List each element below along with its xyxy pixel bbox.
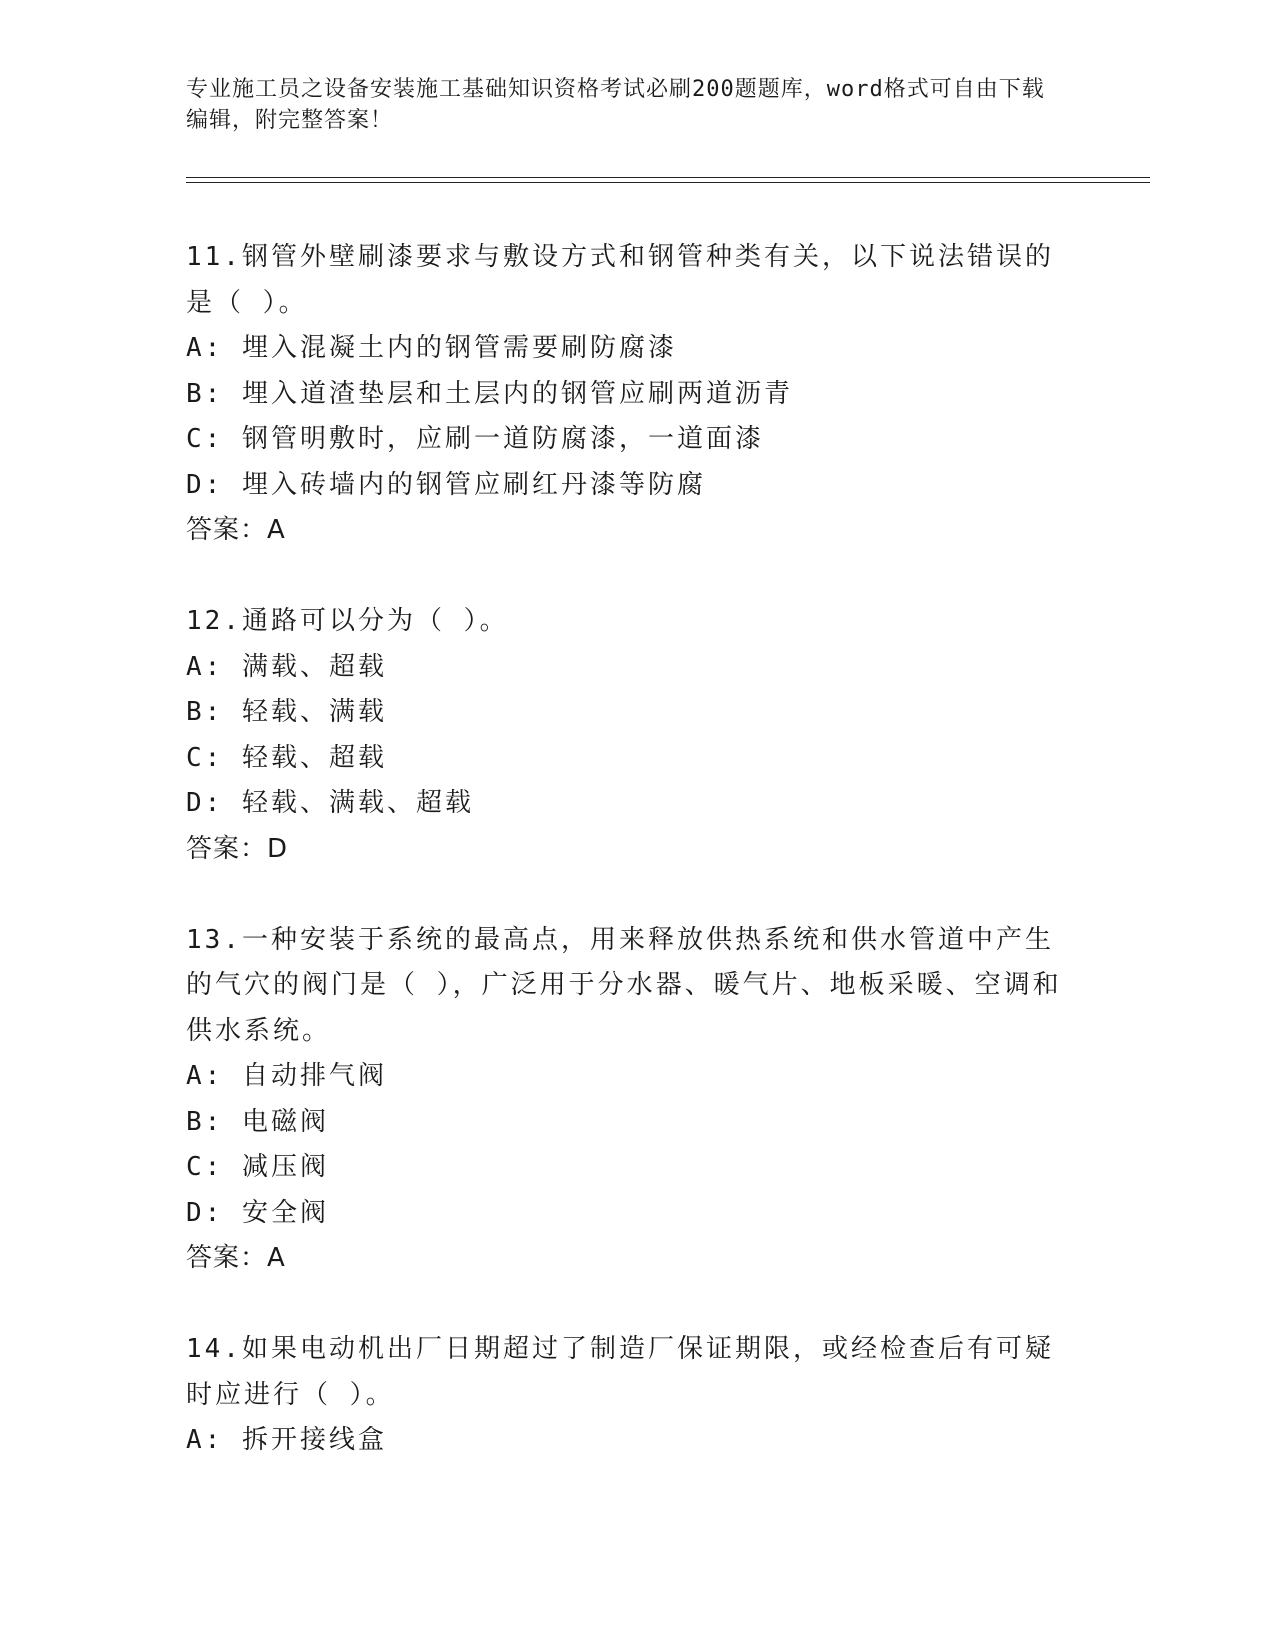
spacer xyxy=(186,872,1076,918)
option-c: C: 轻载、超载 xyxy=(186,742,387,773)
question-text: 14.如果电动机出厂日期超过了制造厂保证期限，或经检查后有可疑时应进行（ ）。 xyxy=(186,1334,1054,1410)
option-b: B: 轻载、满载 xyxy=(186,697,387,727)
option-a: A: 拆开接线盒 xyxy=(186,1425,387,1455)
option-c: C: 减压阀 xyxy=(186,1152,329,1182)
document-header: 专业施工员之设备安装施工基础知识资格考试必刷200题题库，word格式可自由下载编辑，附完整答案！ xyxy=(186,77,1045,133)
question-block xyxy=(186,235,1076,554)
option-c: C: 钢管明敷时，应刷一道防腐漆，一道面漆 xyxy=(186,424,764,454)
answer-line: 答案：A xyxy=(186,515,286,545)
question-block xyxy=(186,1327,1076,1464)
option-a: A: 自动排气阀 xyxy=(186,1061,387,1091)
answer-line: 答案：D xyxy=(186,833,289,864)
option-d: D: 轻载、满载、超载 xyxy=(186,788,474,818)
question-text: 13.一种安装于系统的最高点，用来释放供热系统和供水管道中产生的气穴的阀门是（ ），广泛用于分水器、暖气片、地板采暖、空调和供水系统。 xyxy=(186,924,1062,1046)
question-text: 12.通路可以分为（ ）。 xyxy=(186,606,509,636)
option-d: D: 埋入砖墙内的钢管应刷红丹漆等防腐 xyxy=(186,469,706,500)
question-list xyxy=(186,235,1076,1464)
question-text: 11.钢管外壁刷漆要求与敷设方式和钢管种类有关，以下说法错误的是（ ）。 xyxy=(186,242,1054,318)
header-divider-bottom xyxy=(186,182,1150,183)
header-divider-top xyxy=(186,177,1150,178)
answer-line: 答案：A xyxy=(186,1243,286,1273)
option-a: A: 满载、超载 xyxy=(186,651,387,682)
option-d: D: 安全阀 xyxy=(186,1197,329,1228)
option-b: B: 电磁阀 xyxy=(186,1106,329,1137)
question-block xyxy=(186,918,1076,1282)
option-a: A: 埋入混凝土内的钢管需要刷防腐漆 xyxy=(186,333,677,363)
option-b: B: 埋入道渣垫层和土层内的钢管应刷两道沥青 xyxy=(186,378,793,409)
spacer xyxy=(186,554,1076,600)
spacer xyxy=(186,1282,1076,1328)
question-block xyxy=(186,599,1076,872)
